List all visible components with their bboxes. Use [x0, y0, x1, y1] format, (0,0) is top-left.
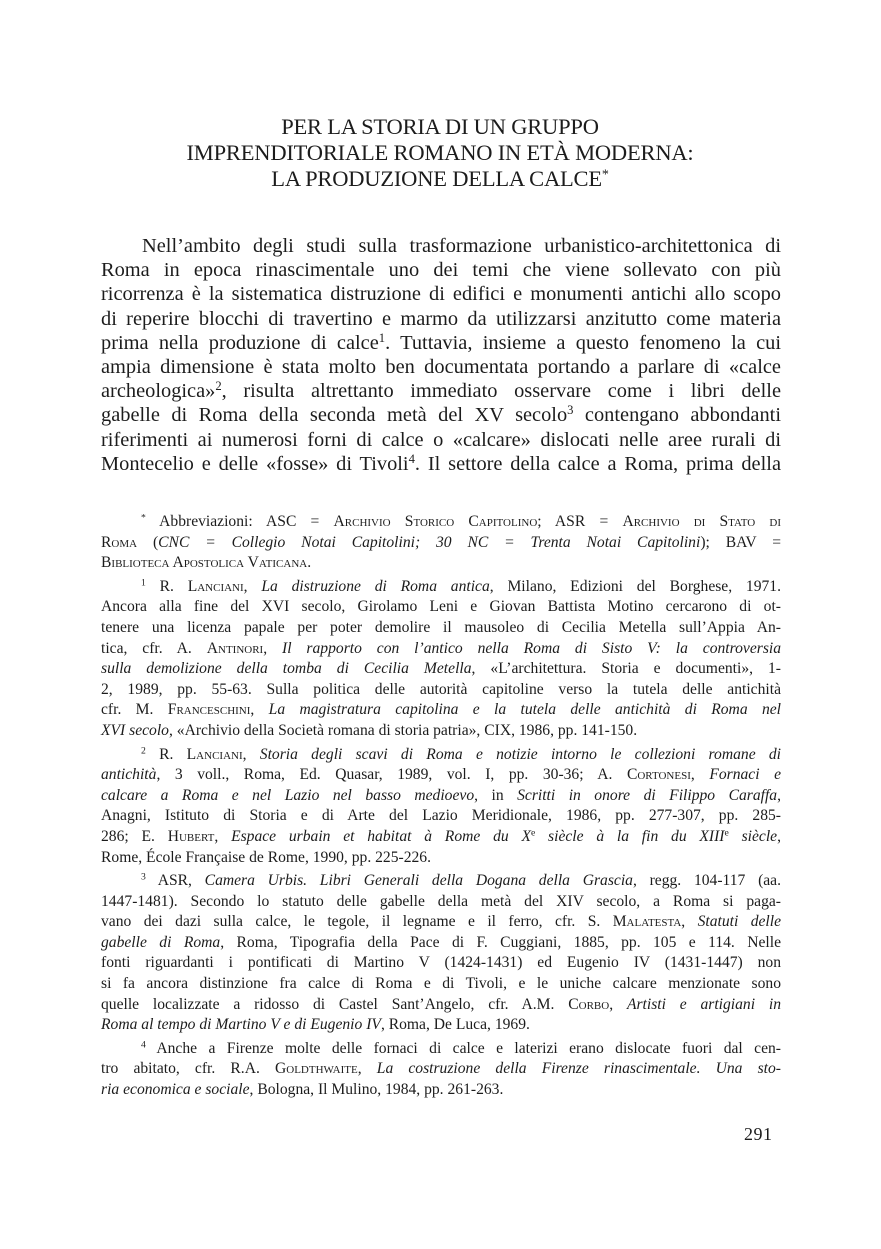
footnote-1-text: , «L’architettura. Storia e documenti», 1- [471, 660, 781, 678]
footnote-4-text: Anche a Firenze molte delle fornaci di calce e laterizi erano dislocate fuori dal cen- [145, 1039, 781, 1057]
main-paragraph [101, 234, 781, 476]
footnote-2-text: , [690, 766, 710, 784]
footnote-1-line-1 [101, 577, 781, 598]
footnote-2-title: siècle [728, 827, 778, 845]
footnote-1 [101, 577, 781, 742]
footnote-1-title: La magistratura capitolina e la tutela delle antichità di Roma nel [268, 701, 781, 719]
footnote-3-mark: 3 [141, 871, 146, 883]
footnote-3-text: ASR, [145, 872, 205, 890]
footnote-1-text: , «Archivio della Società romana di storia patria», CIX, 1986, pp. 141-150. [168, 721, 638, 739]
footnote-star-bav: Biblioteca Apostolica Vaticana [101, 554, 308, 572]
footnote-4-line-1 [101, 1039, 781, 1060]
footnote-4 [101, 1039, 781, 1101]
footnote-3-author: Malatesta [612, 913, 682, 931]
footnotes [101, 512, 781, 1104]
footnote-3-author: Corbo [568, 995, 610, 1013]
footnote-3-line-4 [101, 933, 781, 954]
footnote-1-text: , [263, 639, 283, 657]
footnote-1-text: , [243, 577, 262, 595]
body-line-7 [101, 379, 781, 403]
title-line-3-text: LA PRODUZIONE DELLA CALCE [271, 166, 602, 191]
title-line-1: PER LA STORIA DI UN GRUPPO [281, 114, 599, 139]
footnote-3-line-5: fonti riguardanti i pontificati di Martino V (1424-1431) ed Eugenio IV (1431-1447) non [101, 954, 781, 972]
footnote-3-title: Statuti delle [697, 913, 781, 931]
footnote-1-line-3: tenere una licenza papale per poter demolire il mausoleo di Cecilia Metella sull’Appia An- [101, 618, 781, 636]
body-line-7-b: , risulta altrettanto immediato osservare come i libri delle [221, 380, 781, 403]
footnote-star-text: . [307, 554, 312, 572]
footnote-2-author: Lanciani [186, 745, 243, 763]
footnote-2-line-3 [101, 786, 781, 807]
footnote-2-title: siècle à la fin du XIII [535, 827, 725, 845]
body-line-1: Nell’ambito degli studi sulla trasformazione urbanistico-architettonica di [142, 235, 781, 257]
footnote-4-author: Goldthwaite [274, 1060, 358, 1078]
footnote-3-text: , [681, 913, 698, 931]
footnote-1-text: R. [145, 577, 188, 595]
footnote-1-author: Franceschini [167, 701, 251, 719]
footnote-4-text: , [357, 1060, 377, 1078]
footnote-4-title: ria economica e sociale [101, 1081, 250, 1099]
footnote-3-title: Artisti e artigiani in [626, 995, 781, 1013]
footnote-2-title: calcare a Roma e nel Lazio nel basso medioevo [101, 786, 475, 804]
footnote-2-text: , [242, 745, 260, 763]
footnote-star-line-1 [101, 512, 781, 533]
footnote-3-title: Roma al tempo di Martino V e di Eugenio IV [101, 1016, 381, 1034]
footnote-2-title: Espace urbain et habitat à Rome du X [231, 827, 531, 845]
footnote-2-line-4: Anagni, Istituto di Storia e di Arte del Lazio Meridionale, 1986, pp. 277-307, pp. 285- [101, 807, 781, 825]
footnote-1-text: cfr. M. [101, 701, 168, 719]
footnote-2-mark: 2 [141, 745, 146, 757]
footnote-1-title: XVI secolo [101, 721, 169, 739]
footnote-star-text: Abbreviazioni: ASC = [145, 513, 334, 530]
body-line-3: ricorrenza è la sistematica distruzione di edifici e monumenti antichi allo scopo [101, 283, 781, 306]
body-line-4: di reperire blocchi di travertino e marmo da utilizzarsi anzitutto come materia [101, 307, 781, 330]
footnote-4-mark: 4 [141, 1039, 146, 1051]
footnote-ref-3: 3 [567, 403, 574, 418]
title-line-3 [100, 166, 780, 192]
body-line-5-a: prima nella produzione di calce [101, 331, 379, 354]
footnote-3-text: , [609, 995, 627, 1013]
footnote-1-text: , [250, 701, 269, 719]
footnote-3-line-2: 1447-1481). Secondo lo statuto delle gabelle della metà del XIV secolo, a Roma si paga- [101, 892, 781, 910]
footnote-2-sup: e [724, 827, 729, 839]
footnote-star-italic: CNC = Collegio Notai Capitolini; 30 NC = Trenta Notai Capitolini [158, 533, 701, 551]
footnote-4-text: tro abitato, cfr. R.A. [101, 1060, 275, 1078]
footnote-3-text: quelle localizzate a ridosso di Castel Sant’Angelo, cfr. A.M. [101, 995, 569, 1013]
body-line-9: riferimenti ai numerosi forni di calce o «calcare» dislocati nelle aree rurali di [101, 428, 781, 451]
footnote-star-mark: * [141, 512, 146, 524]
footnote-2-title: Storia degli scavi di Roma e notizie intorno le collezioni romane di [259, 745, 781, 763]
footnote-2-title: Scritti in onore di Filippo Caraffa [517, 786, 778, 804]
body-line-10 [101, 452, 781, 476]
footnote-2-text: , 3 voll., Roma, Ed. Quasar, 1989, vol. I, pp. 30-36; A. [156, 766, 627, 784]
title-footnote-mark: * [601, 167, 609, 183]
footnote-2-title: Fornaci e [709, 766, 782, 784]
body-line-7-a: archeologica» [101, 380, 216, 403]
footnote-3-title: gabelle di Roma [101, 933, 221, 951]
footnote-3-text: , Roma, De Luca, 1969. [380, 1016, 530, 1034]
footnote-2-line-1 [101, 745, 781, 766]
footnote-3-title: Camera Urbis. Libri Generali della Dogana della Grascia [204, 872, 633, 890]
footnote-4-line-3 [101, 1080, 781, 1101]
footnote-star-text: ; ASR = [537, 513, 623, 530]
footnote-1-text: , Milano, Edizioni del Borghese, 1971. [489, 577, 781, 595]
body-line-10-b: . Il settore della calce a Roma, prima della [414, 452, 781, 475]
footnote-3-line-8 [101, 1015, 781, 1036]
footnote-1-line-7 [101, 700, 781, 721]
footnote-3-text: , Roma, Tipografia della Pace di F. Cuggiani, 1885, pp. 105 e 114. Nelle [220, 933, 781, 951]
chapter-title [100, 114, 780, 192]
footnote-1-line-6: 2, 1989, pp. 55-63. Sulla politica delle autorità capitoline verso la tutela delle antichità [101, 680, 781, 698]
footnote-star-asc: Archivio Storico Capitolino [333, 513, 538, 530]
footnote-star-text: ( [137, 533, 159, 551]
footnote-4-line-2 [101, 1059, 781, 1080]
footnote-1-line-2: Ancora alla fine del XVI secolo, Girolamo Leni e Giovan Battista Motino cercarono di ot- [101, 598, 781, 616]
footnote-4-text: , Bologna, Il Mulino, 1984, pp. 261-263. [249, 1081, 504, 1099]
footnote-4-title: La costruzione della Firenze rinascimentale. Una sto- [376, 1060, 781, 1078]
footnote-ref-2: 2 [215, 379, 222, 394]
footnote-2-line-6: Rome, École Française de Rome, 1990, pp. 225-226. [101, 848, 431, 866]
footnote-1-mark: 1 [141, 577, 146, 589]
footnote-2 [101, 745, 781, 869]
body-line-8-b: contengano abbondanti [573, 404, 781, 427]
footnote-2-text: , in [474, 786, 518, 804]
footnote-3-line-7 [101, 995, 781, 1016]
page-number: 291 [744, 1124, 773, 1144]
footnote-2-text: 286; E. [101, 827, 168, 845]
footnote-1-text: tica, cfr. A. [101, 639, 207, 657]
footnote-3-line-3 [101, 912, 781, 933]
footnote-2-author: Hubert [167, 827, 215, 845]
footnote-2-line-2 [101, 765, 781, 786]
footnote-1-title: sulla demolizione della tomba di Cecilia Metella [101, 660, 472, 678]
footnote-1-line-4 [101, 639, 781, 660]
footnote-ref-4: 4 [408, 451, 415, 466]
footnote-1-line-5 [101, 659, 781, 680]
footnote-2-title: antichità [101, 766, 157, 784]
footnote-2-author: Cortonesi [626, 766, 691, 784]
footnote-3-line-6: si fa ancora distinzione fra calce di Roma e di Tivoli, e le uniche calcare menzionate sono [101, 975, 781, 993]
footnote-star-asr: Archivio di Stato di [622, 513, 782, 530]
footnote-star-roma: Roma [101, 533, 138, 551]
footnote-1-line-8 [101, 721, 781, 742]
footnote-3-text: vano dei dazi sulla calce, le tegole, il legname e il ferro, cfr. S. [101, 913, 613, 931]
title-line-2: IMPRENDITORIALE ROMANO IN ETÀ MODERNA: [186, 140, 694, 165]
footnote-1-title: La distruzione di Roma antica [261, 577, 490, 595]
body-line-10-a: Montecelio e delle «fosse» di Tivoli [101, 452, 409, 475]
footnote-1-author: Antinori [206, 639, 264, 657]
footnote-2-text: , [777, 786, 782, 804]
body-line-5-b: . Tuttavia, insieme a questo fenomeno la cui [385, 331, 781, 354]
footnote-star [101, 512, 781, 574]
footnote-star-line-3 [101, 553, 781, 574]
footnote-star-text: ); BAV = [700, 533, 781, 551]
footnote-2-text: , [777, 827, 781, 845]
footnote-2-line-5 [101, 827, 781, 848]
footnote-3-text: , regg. 104-117 (aa. [632, 872, 782, 890]
body-line-8 [101, 403, 781, 427]
footnote-2-text: , [214, 827, 232, 845]
footnote-2-sup: e [530, 827, 536, 839]
body-line-8-a: gabelle di Roma della seconda metà del XV secolo [101, 404, 568, 427]
footnote-ref-1: 1 [378, 330, 386, 345]
body-line-2: Roma in epoca rinascimentale uno dei temi che viene sollevato con più [101, 259, 781, 282]
footnote-1-title: Il rapporto con l’antico nella Roma di Sisto V: la controversia [282, 639, 782, 657]
body-line-6: ampia dimensione è stata molto ben documentata portando a parlare di «calce [101, 356, 781, 379]
footnote-3-line-1 [101, 871, 781, 892]
footnote-1-author: Lanciani [187, 577, 244, 595]
body-line-5 [101, 331, 781, 355]
footnote-star-line-2 [101, 533, 781, 554]
footnote-2-text: R. [145, 745, 187, 763]
footnote-3 [101, 871, 781, 1036]
